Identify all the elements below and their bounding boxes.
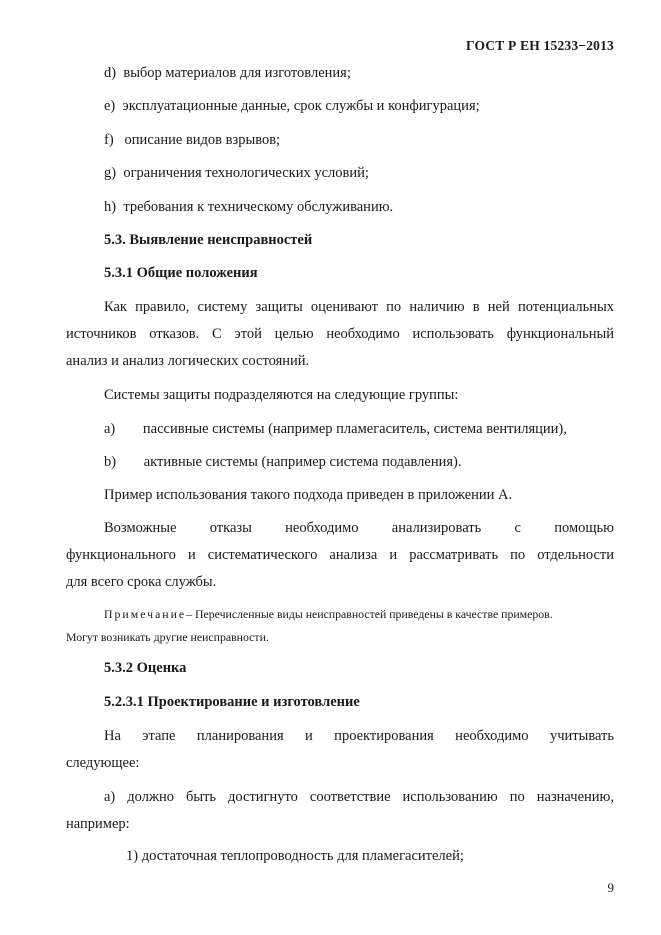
list-item — [104, 131, 280, 149]
paragraph-line: Возможные отказы необходимо анализировать с помощью — [104, 520, 614, 536]
page-number: 9 — [607, 880, 614, 895]
list-marker: a) — [104, 421, 116, 437]
list-item-text: выбор материалов для изготовления; — [123, 65, 351, 81]
paragraph-line: Как правило, систему защиты оценивают по наличию в ней потенциальных — [104, 299, 614, 315]
list-marker: d) — [104, 65, 117, 81]
paragraph-line: для всего срока службы. — [66, 574, 217, 590]
sub-list-item: 1) достаточная теплопроводность для пламегасителей; — [126, 848, 464, 864]
list-item-text: пассивные системы (например пламегаситель, система вентиляции), — [142, 421, 567, 437]
list-item — [104, 198, 393, 216]
paragraph-line: следующее: — [66, 755, 140, 771]
list-item-text: эксплуатационные данные, срок службы и конфигурация; — [122, 98, 480, 114]
list-marker: g) — [104, 165, 117, 181]
list-marker: e) — [104, 98, 116, 114]
list-item-text: требования к техническому обслуживанию. — [123, 199, 394, 215]
list-marker: f) — [104, 132, 114, 148]
paragraph-line: источников отказов. С этой целью необходимо использовать функциональный — [66, 326, 614, 342]
section-heading-5-3: 5.3. Выявление неисправностей — [104, 232, 313, 248]
paragraph: Пример использования такого подхода приведен в приложении А. — [104, 487, 513, 503]
list-item — [104, 164, 369, 182]
list-marker: h) — [104, 199, 117, 215]
list-item-text: ограничения технологических условий; — [123, 165, 369, 181]
list-item — [104, 453, 461, 471]
list-item — [104, 64, 351, 82]
paragraph-line: например: — [66, 816, 130, 832]
section-heading-5-2-3-1: 5.2.3.1 Проектирование и изготовление — [104, 694, 360, 710]
note-label: Примечание — [104, 607, 187, 621]
list-item — [104, 97, 480, 115]
note-text: – Перечисленные виды неисправностей приведены в качестве примеров. — [186, 607, 553, 621]
list-marker: b) — [104, 454, 117, 470]
list-item-text: активные системы (например система подавления). — [143, 454, 462, 470]
note — [104, 606, 553, 622]
paragraph: Системы защиты подразделяются на следующие группы: — [104, 387, 459, 403]
document-header-code: ГОСТ Р ЕН 15233−2013 — [466, 38, 614, 53]
paragraph-line: а) должно быть достигнуто соответствие использованию по назначению, — [104, 789, 614, 805]
list-item-text: описание видов взрывов; — [124, 132, 281, 148]
paragraph-line: функционального и систематического анализа и рассматривать по отдельности — [66, 547, 614, 563]
section-heading-5-3-1: 5.3.1 Общие положения — [104, 265, 258, 281]
paragraph-line: На этапе планирования и проектирования необходимо учитывать — [104, 728, 614, 744]
list-item — [104, 420, 567, 438]
note-line: Могут возникать другие неисправности. — [66, 630, 269, 644]
section-heading-5-3-2: 5.3.2 Оценка — [104, 660, 187, 676]
paragraph-line: анализ и анализ логических состояний. — [66, 353, 310, 369]
